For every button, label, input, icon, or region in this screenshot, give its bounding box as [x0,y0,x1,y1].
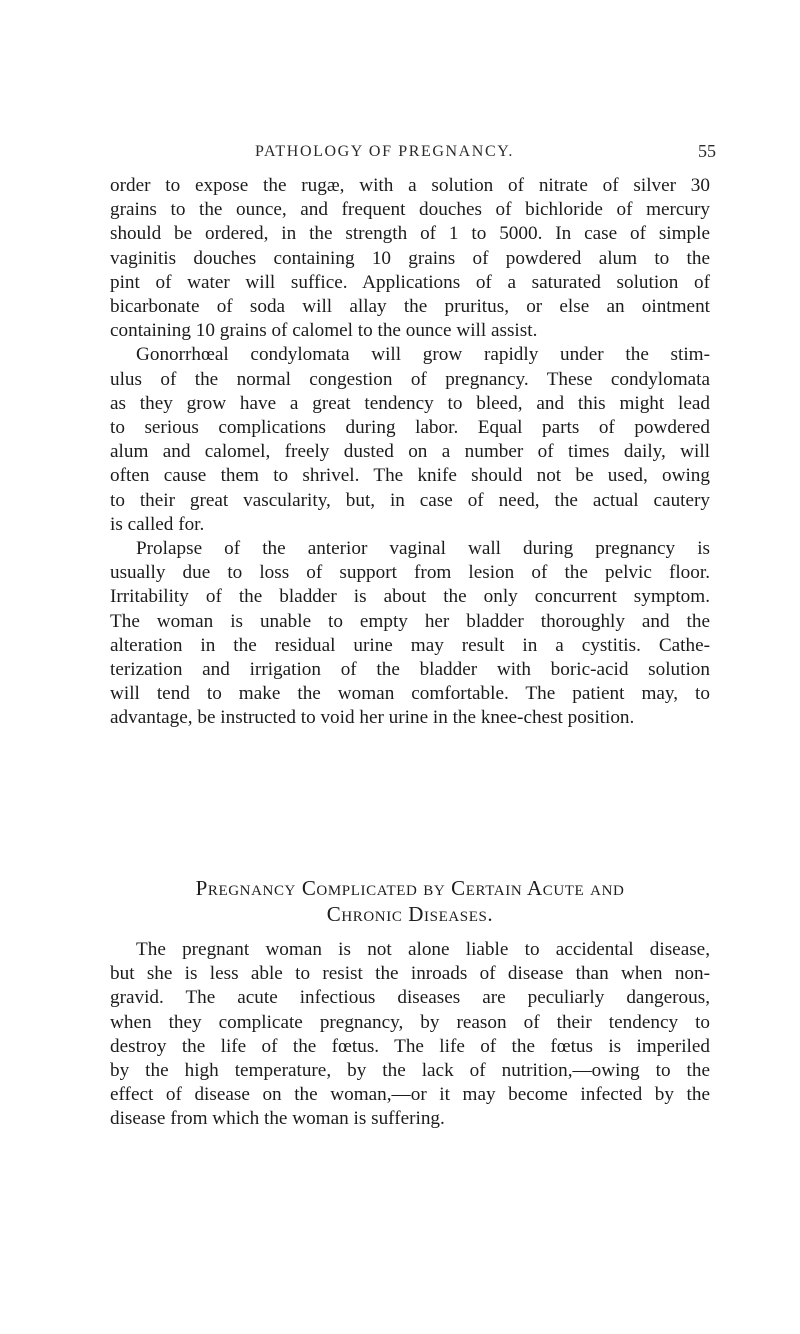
text-line: containing 10 grains of calomel to the ounce will assist. [110,320,538,342]
text-line: will tend to make the woman comfortable. The patient may, to [110,683,710,705]
text-line: Irritability of the bladder is about the only concurrent symptom. [110,586,710,608]
running-head: PATHOLOGY OF PREGNANCY. [255,143,514,160]
text-line: bicarbonate of soda will allay the pruritus, or else an ointment [110,296,710,318]
text-line: pint of water will suffice. Applications of a saturated solution of [110,271,710,293]
text-line: by the high temperature, by the lack of nutrition,—owing to the [110,1060,710,1082]
text-line: alum and calomel, freely dusted on a number of times daily, will [110,441,710,463]
text-line: The woman is unable to empty her bladder thoroughly and the [110,610,710,632]
text-line: gravid. The acute infectious diseases are peculiarly dangerous, [110,987,710,1009]
text-line: to their great vascularity, but, in case of need, the actual cautery [110,489,710,511]
text-line: usually due to loss of support from lesion of the pelvic floor. [110,562,710,584]
body-text-top [110,174,710,731]
text-line: destroy the life of the fœtus. The life of the fœtus is imperiled [110,1035,710,1057]
section-heading-line-1: Pregnancy Complicated by Certain Acute and [195,876,625,900]
text-line: is called for. [110,513,205,535]
text-line: often cause them to shrivel. The knife should not be used, owing [110,465,710,487]
text-line: when they complicate pregnancy, by reason of their tendency to [110,1011,710,1033]
text-line: disease from which the woman is suffering. [110,1108,445,1130]
text-line: alteration in the residual urine may result in a cystitis. Cathe- [110,634,710,656]
text-line: terization and irrigation of the bladder with boric-acid solution [110,659,710,681]
body-text-bottom [110,938,710,1132]
text-line: as they grow have a great tendency to bleed, and this might lead [110,392,710,414]
page-number: 55 [698,141,716,161]
text-line: grains to the ounce, and frequent douches of bichloride of mercury [110,199,710,221]
text-line: effect of disease on the woman,—or it may become infected by the [110,1084,710,1106]
text-line: advantage, be instructed to void her urine in the knee-chest position. [110,707,635,729]
section-heading-line-2: Chronic Diseases. [326,902,494,926]
text-line: to serious complications during labor. Equal parts of powdered [110,417,710,439]
text-line: order to expose the rugæ, with a solution of nitrate of silver 30 [110,175,710,196]
text-line: ulus of the normal congestion of pregnancy. These condylomata [110,368,710,390]
text-line: should be ordered, in the strength of 1 to 5000. In case of simple [110,223,710,245]
text-line: Prolapse of the anterior vaginal wall during pregnancy is [136,538,710,560]
text-line: The pregnant woman is not alone liable to accidental disease, [136,939,710,960]
text-line: vaginitis douches containing 10 grains of powdered alum to the [110,247,710,269]
text-line: Gonorrhœal condylomata will grow rapidly under the stim- [136,344,710,366]
text-line: but she is less able to resist the inroads of disease than when non- [110,963,710,985]
